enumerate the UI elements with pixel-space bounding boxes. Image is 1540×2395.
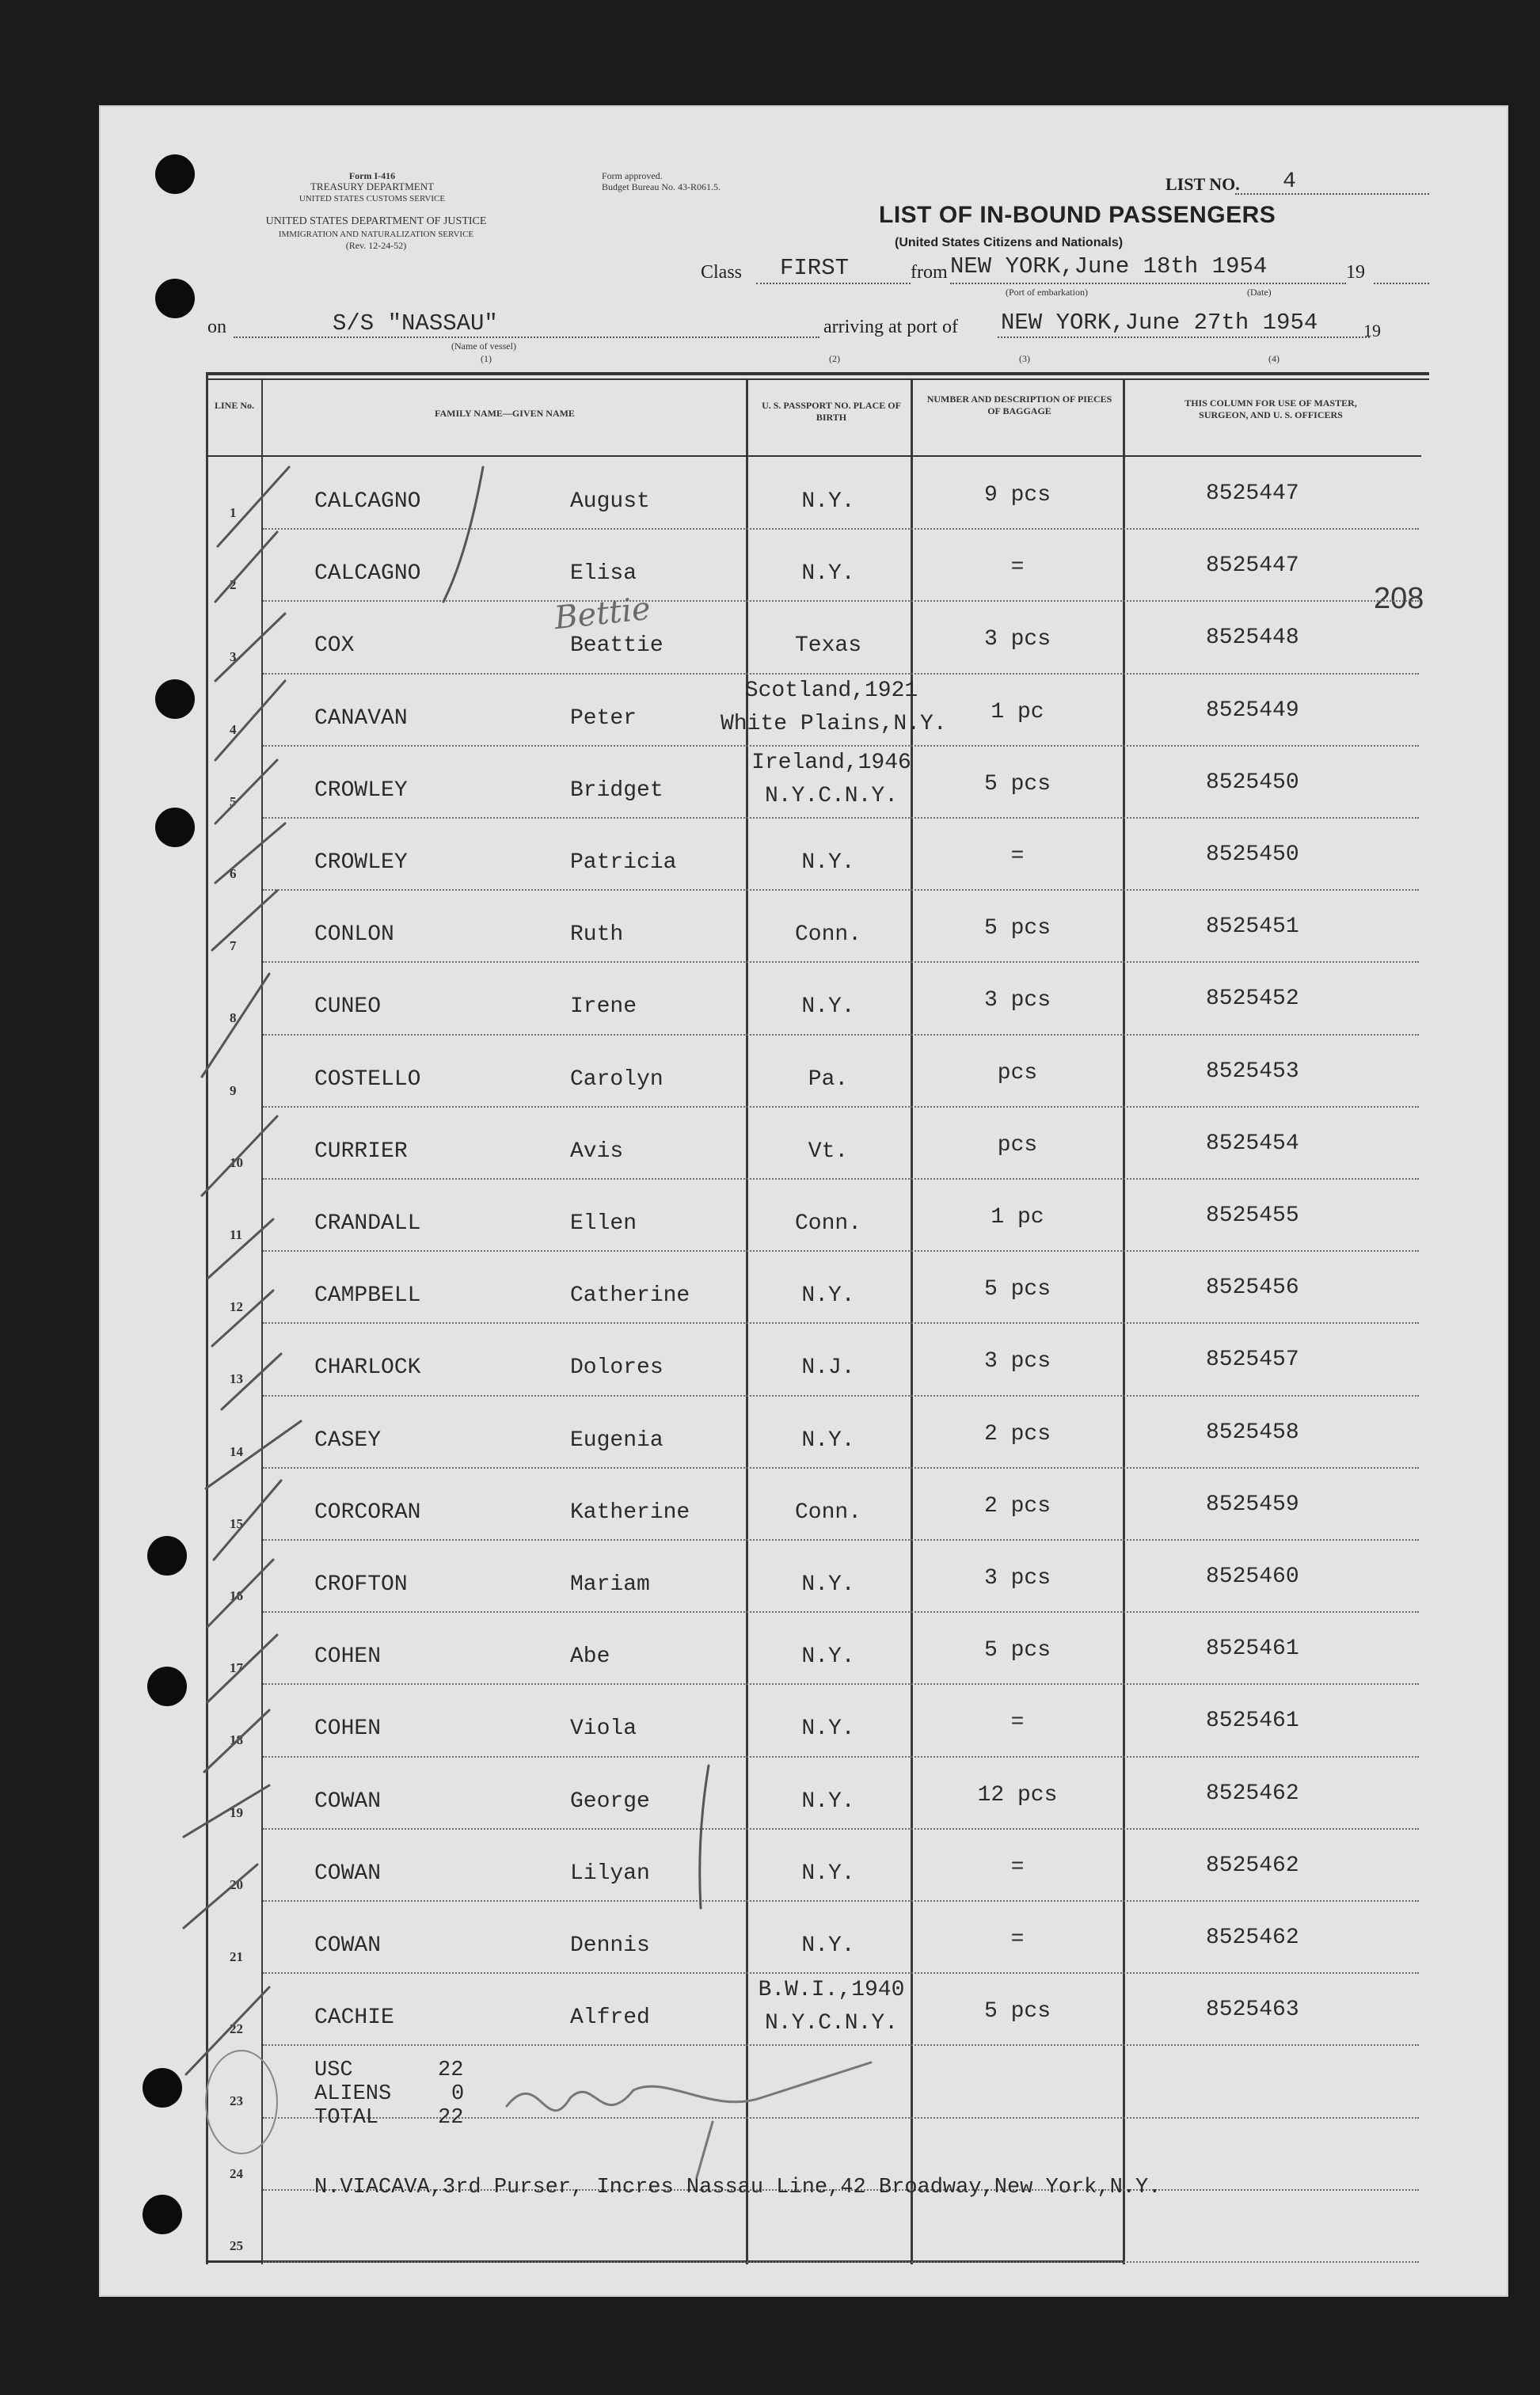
year-line-1 [1374, 283, 1429, 284]
family-name: CUNEO [314, 994, 382, 1020]
column-header-passport: U. S. PASSPORT NO. PLACE OF BIRTH [762, 400, 901, 423]
place-of-birth: N.Y. [801, 1933, 855, 1958]
officer-number: 8525454 [1206, 1131, 1299, 1156]
officer-number: 8525463 [1206, 1998, 1299, 2023]
line-number: 15 [230, 1515, 243, 1531]
officer-number: 8525462 [1206, 1853, 1299, 1878]
line-number: 2 [230, 577, 237, 593]
officer-number: 8525448 [1206, 625, 1299, 651]
family-name: COX [314, 633, 355, 659]
table-row [206, 1902, 1429, 1975]
officer-number: 8525453 [1206, 1059, 1299, 1084]
given-name: Mariam [570, 1572, 650, 1597]
place-of-birth: N.Y. [801, 850, 855, 875]
given-name: Abe [570, 1644, 610, 1670]
immigration-service: IMMIGRATION AND NATURALIZATION SERVICE [278, 230, 474, 239]
usc-label: USC [314, 2059, 353, 2082]
place-of-birth: Conn. [794, 1500, 861, 1525]
family-name: COSTELLO [314, 1066, 421, 1092]
given-name: Eugenia [570, 1427, 664, 1453]
year-label-1: 19 [1346, 262, 1365, 283]
place-of-birth: Vt. [808, 1139, 849, 1164]
usc-count: 22 [438, 2059, 464, 2082]
baggage: 5 pcs [983, 1638, 1051, 1663]
family-name: CONLON [314, 922, 394, 948]
date-caption: (Date) [1247, 287, 1272, 298]
family-name: CACHIE [314, 2005, 394, 2031]
baggage: 3 pcs [983, 1349, 1051, 1374]
table-row [206, 1541, 1429, 1614]
family-name: COWAN [314, 1933, 382, 1958]
officer-number: 8525451 [1206, 914, 1299, 940]
line-number: 8 [230, 1010, 237, 1026]
place-of-birth: Conn. [794, 922, 861, 948]
table-row [206, 1324, 1429, 1397]
officer-number: 8525458 [1206, 1420, 1299, 1445]
from-label: from [911, 262, 948, 283]
line-number: 10 [230, 1154, 243, 1170]
list-no-value: 4 [1283, 169, 1296, 194]
port-caption: (Port of embarkation) [1006, 287, 1088, 298]
from-line [950, 283, 1346, 284]
table-row [206, 1830, 1429, 1903]
line-number: 11 [230, 1227, 243, 1242]
family-name: CROWLEY [314, 777, 408, 803]
family-name: COHEN [314, 1716, 382, 1742]
officer-number: 8525459 [1206, 1492, 1299, 1517]
baggage: 1 pc [991, 1205, 1044, 1230]
baggage: pcs [997, 1060, 1038, 1085]
class-line [756, 283, 911, 284]
place-of-birth: N.Y. [801, 561, 855, 587]
table-row [206, 1685, 1429, 1758]
place-of-birth: Conn. [794, 1211, 861, 1236]
given-name: Dennis [570, 1933, 650, 1958]
baggage: = [1010, 555, 1025, 580]
given-name: Avis [570, 1139, 624, 1164]
officer-number: 8525449 [1206, 698, 1299, 723]
place-of-birth: N.Y. [801, 1427, 855, 1453]
table-row [206, 1974, 1429, 2047]
baggage: 5 pcs [983, 771, 1051, 796]
baggage: 5 pcs [983, 1277, 1051, 1302]
from-value: NEW YORK,June 18th 1954 [950, 253, 1268, 279]
table-row [206, 602, 1429, 675]
officer-number: 8525461 [1206, 1637, 1299, 1662]
given-name: Bridget [570, 777, 664, 803]
column-number-2: (2) [829, 353, 840, 364]
form-approved: Form approved. [602, 170, 663, 181]
table-row [206, 1469, 1429, 1542]
table-row [206, 891, 1429, 964]
given-name: Dolores [570, 1355, 664, 1381]
family-name: COWAN [314, 1861, 382, 1886]
binder-hole [155, 154, 195, 194]
vessel-caption: (Name of vessel) [451, 340, 516, 352]
table-row [206, 1252, 1429, 1325]
baggage: = [1010, 1854, 1025, 1880]
place-of-birth: N.Y. [801, 1644, 855, 1670]
place-of-birth: N.J. [801, 1355, 855, 1381]
given-name: Irene [570, 994, 637, 1020]
officer-number: 8525450 [1206, 770, 1299, 795]
baggage: pcs [997, 1132, 1038, 1158]
binder-hole [143, 2068, 182, 2108]
officer-number: 8525447 [1206, 481, 1299, 506]
given-name: Lilyan [570, 1861, 650, 1886]
margin-number: 208 [1374, 582, 1424, 615]
manifest-title: LIST OF IN-BOUND PASSENGERS [879, 202, 1276, 228]
officer-number: 8525447 [1206, 553, 1299, 579]
baggage: 2 pcs [983, 1421, 1051, 1447]
column-number-3: (3) [1019, 353, 1030, 364]
purser-note: N.VIACAVA,3rd Purser, Incres Nassau Line,42 Broadway,New York,N.Y. [314, 2176, 1162, 2199]
officer-number: 8525457 [1206, 1348, 1299, 1373]
given-name: Beattie [570, 633, 664, 659]
year-label-2: 19 [1363, 321, 1381, 340]
baggage: 5 pcs [983, 1999, 1051, 2024]
passenger-rows [206, 458, 1429, 2263]
family-name: CALCAGNO [314, 561, 421, 587]
aliens-label: ALIENS [314, 2082, 392, 2106]
place-of-birth: Texas [794, 633, 861, 659]
arriving-label: arriving at port of [823, 317, 958, 337]
table-row [206, 747, 1429, 819]
place-of-birth: N.Y. [801, 1789, 855, 1814]
baggage: 1 pc [991, 699, 1044, 724]
line-number: 5 [230, 793, 237, 809]
place-of-birth: N.Y. [801, 1283, 855, 1309]
table-row [206, 458, 1429, 530]
given-name: Ellen [570, 1211, 637, 1236]
officer-number: 8525456 [1206, 1275, 1299, 1301]
given-name: Peter [570, 705, 637, 731]
given-name: Alfred [570, 2005, 650, 2031]
given-name: Katherine [570, 1500, 690, 1525]
table-row [206, 2191, 1429, 2264]
officer-number: 8525455 [1206, 1203, 1299, 1228]
table-row [206, 819, 1429, 891]
column-header-baggage: NUMBER AND DESCRIPTION OF PIECES OF BAGGAGE [926, 393, 1112, 416]
line-number: 6 [230, 866, 237, 881]
family-name: CROFTON [314, 1572, 408, 1597]
family-name: CAMPBELL [314, 1283, 421, 1309]
family-name: CASEY [314, 1427, 382, 1453]
table-row [206, 1180, 1429, 1253]
line-number: 19 [230, 1804, 243, 1820]
budget-bureau: Budget Bureau No. 43-R061.5. [602, 181, 721, 192]
baggage: 2 pcs [983, 1493, 1051, 1519]
table-row [206, 1758, 1429, 1830]
baggage: 9 pcs [983, 483, 1051, 508]
line-number: 18 [230, 1732, 243, 1748]
given-name: Viola [570, 1716, 637, 1742]
vessel-line [234, 336, 819, 338]
given-name: George [570, 1789, 650, 1814]
officer-number: 8525460 [1206, 1564, 1299, 1589]
officer-number: 8525461 [1206, 1709, 1299, 1734]
line-number: 13 [230, 1371, 243, 1387]
line-number: 7 [230, 938, 237, 954]
place-of-birth: N.Y. [801, 489, 855, 514]
officer-number: 8525452 [1206, 987, 1299, 1012]
binder-hole [147, 1536, 187, 1576]
line-number: 23 [230, 2093, 243, 2109]
class-value: FIRST [780, 255, 850, 281]
family-name: CANAVAN [314, 705, 408, 731]
form-number: Form I-416 [348, 170, 396, 181]
baggage: 3 pcs [983, 627, 1051, 652]
family-name: CORCORAN [314, 1500, 421, 1525]
binder-hole [143, 2195, 182, 2234]
table-row [206, 1397, 1429, 1469]
row-separator [263, 2261, 1419, 2263]
family-name: CROWLEY [314, 850, 408, 875]
officer-number: 8525450 [1206, 842, 1299, 867]
baggage: 12 pcs [977, 1782, 1058, 1808]
family-name: CHARLOCK [314, 1355, 421, 1381]
column-number-1: (1) [481, 353, 492, 364]
table-row [206, 530, 1429, 603]
family-name: COWAN [314, 1789, 382, 1814]
handwritten-annotation: Bettie [552, 590, 652, 637]
list-no-label: LIST NO. [1165, 174, 1240, 194]
line-number: 12 [230, 1299, 243, 1315]
line-number: 9 [230, 1082, 237, 1098]
table-row [206, 1108, 1429, 1180]
place-of-birth: N.Y. [801, 1572, 855, 1597]
family-name: CRANDALL [314, 1211, 421, 1236]
line-number: 21 [230, 1949, 243, 1964]
baggage: = [1010, 844, 1025, 869]
baggage: = [1010, 1710, 1025, 1735]
given-name: Elisa [570, 561, 637, 587]
on-label: on [207, 317, 226, 337]
officer-number: 8525462 [1206, 1781, 1299, 1806]
table-row [206, 1036, 1429, 1108]
list-no-line [1235, 193, 1429, 195]
baggage: 5 pcs [983, 916, 1051, 941]
table-top-border [206, 372, 1429, 375]
line-number: 4 [230, 721, 237, 737]
given-name: Catherine [570, 1283, 690, 1309]
place-of-birth: N.Y. [801, 994, 855, 1020]
given-name: Ruth [570, 922, 624, 948]
department-of-justice: UNITED STATES DEPARTMENT OF JUSTICE [265, 215, 487, 227]
binder-hole [155, 679, 195, 719]
place-of-birth: Scotland,1921 White Plains,N.Y. [721, 678, 947, 736]
table-top-border-2 [206, 378, 1429, 380]
baggage: 3 pcs [983, 988, 1051, 1013]
binder-hole [147, 1667, 187, 1706]
table-row [206, 675, 1429, 747]
officer-number: 8525462 [1206, 1926, 1299, 1950]
family-name: CURRIER [314, 1139, 408, 1164]
given-name: Carolyn [570, 1066, 664, 1092]
binder-hole [155, 808, 195, 847]
aliens-count: 0 [451, 2082, 465, 2106]
place-of-birth: Pa. [808, 1066, 849, 1092]
customs-service: UNITED STATES CUSTOMS SERVICE [298, 194, 446, 203]
line-number: 14 [230, 1443, 243, 1459]
treasury-department: TREASURY DEPARTMENT [310, 181, 435, 192]
column-header-officers: THIS COLUMN FOR USE OF MASTER, SURGEON, AND U. S. OFFICERS [1184, 397, 1357, 420]
baggage: 3 pcs [983, 1566, 1051, 1591]
table-row [206, 1613, 1429, 1686]
binder-hole [155, 279, 195, 318]
class-label: Class [701, 262, 743, 283]
baggage: = [1010, 1927, 1025, 1952]
family-name: COHEN [314, 1644, 382, 1670]
vessel-name: S/S "NASSAU" [333, 310, 498, 336]
table-row [206, 963, 1429, 1036]
given-name: August [570, 489, 650, 514]
line-number: 1 [230, 505, 237, 520]
line-number: 17 [230, 1660, 243, 1676]
manifest-subtitle: (United States Citizens and Nationals) [895, 236, 1124, 249]
line-number: 24 [230, 2165, 243, 2181]
header-row-bottom [206, 455, 1421, 457]
revision-date: (Rev. 12-24-52) [345, 240, 407, 251]
line-number: 22 [230, 2021, 243, 2037]
column-header-line: LINE No. [214, 400, 254, 411]
total-count: 22 [438, 2106, 464, 2130]
line-number: 20 [230, 1876, 243, 1892]
line-number: 3 [230, 649, 237, 665]
place-of-birth: N.Y. [801, 1861, 855, 1886]
place-of-birth: N.Y. [801, 1716, 855, 1742]
family-name: CALCAGNO [314, 489, 421, 514]
column-number-4: (4) [1268, 353, 1280, 364]
given-name: Patricia [570, 850, 677, 875]
arriving-line [998, 336, 1370, 338]
place-of-birth: B.W.I.,1940 N.Y.C.N.Y. [758, 1978, 905, 2036]
arriving-value: NEW YORK,June 27th 1954 [1001, 310, 1318, 336]
line-number: 16 [230, 1588, 243, 1603]
column-header-name: FAMILY NAME—GIVEN NAME [435, 408, 575, 419]
total-label: TOTAL [314, 2106, 379, 2130]
line-number: 25 [230, 2237, 243, 2253]
place-of-birth: Ireland,1946 N.Y.C.N.Y. [751, 750, 911, 808]
